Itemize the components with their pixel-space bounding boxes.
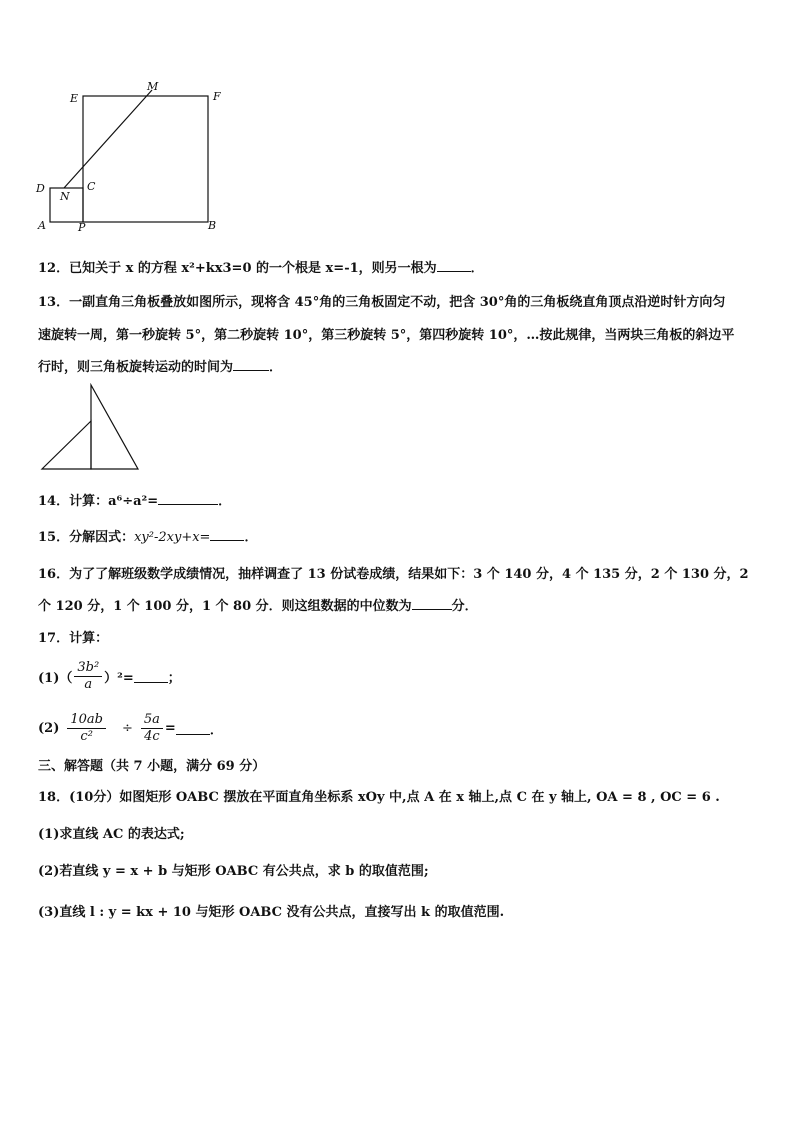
label-a: A xyxy=(38,219,46,232)
label-p: P xyxy=(78,221,86,234)
answer-blank-12[interactable] xyxy=(437,259,471,272)
question-14-text: 14．计算：a⁶÷a²= xyxy=(38,494,159,509)
label-e: E xyxy=(70,92,79,105)
section-heading-3: 三、解答题（共 7 小题，满分 69 分） xyxy=(38,759,266,774)
question-14 xyxy=(38,490,231,509)
fraction-denominator: a xyxy=(84,677,93,692)
part1-end: ； xyxy=(167,671,181,686)
part1-power: ）²= xyxy=(104,671,134,686)
triangle-45deg xyxy=(42,421,91,469)
label-m: M xyxy=(147,80,159,93)
triangle-set-figure xyxy=(38,383,146,475)
question-12-text: 12．已知关于 x 的方程 x²+kx3=0 的一个根是 x=-1，则另一根为 xyxy=(38,261,437,276)
question-17-part2 xyxy=(38,712,223,745)
fraction-numerator: 10ab xyxy=(67,712,106,729)
question-13-line3-text: 行时，则三角板旋转运动的时间为 xyxy=(38,360,234,375)
fraction-3b2-over-a xyxy=(74,660,102,693)
question-14-end: ． xyxy=(218,494,232,509)
rect-pbfe xyxy=(83,96,208,222)
question-13-line2: 速旋转一周，第一秒旋转 5°，第二秒旋转 10°，第三秒旋转 5°，第四秒旋转 10°，…按此规律，当两块三角板的斜边平 xyxy=(38,328,735,343)
question-18-part2: (2)若直线 y = x + b 与矩形 OABC 有公共点，求 b 的取值范围; xyxy=(38,864,429,879)
question-17-part1 xyxy=(38,660,181,693)
answer-blank-16[interactable] xyxy=(412,597,452,610)
question-17-title: 17．计算： xyxy=(38,631,109,646)
fraction-10ab-over-c2 xyxy=(67,712,106,745)
question-15-expression: xy²-2xy+x= xyxy=(134,530,211,545)
question-13-end: ． xyxy=(269,360,283,375)
label-d: D xyxy=(36,182,45,195)
answer-blank-13[interactable] xyxy=(233,358,269,371)
fraction-numerator: 5a xyxy=(141,712,163,729)
label-b: B xyxy=(208,219,217,232)
part2-end: ． xyxy=(209,723,223,738)
equals-sign: = xyxy=(164,721,176,736)
answer-blank-14[interactable] xyxy=(158,492,218,505)
question-16-line2 xyxy=(38,595,478,614)
fraction-denominator: 4c xyxy=(144,729,160,744)
question-12-end: ． xyxy=(470,261,484,276)
question-12 xyxy=(38,257,484,276)
fraction-numerator: 3b² xyxy=(74,660,102,677)
question-16-line2-text: 个 120 分，1 个 100 分，1 个 80 分．则这组数据的中位数为 xyxy=(38,599,412,614)
label-f: F xyxy=(213,90,221,103)
question-18-line1: 18．(10分）如图矩形 OABC 摆放在平面直角坐标系 xOy 中,点 A 在 x 轴上,点 C 在 y 轴上, OA = 8 , OC = 6 . xyxy=(38,790,720,805)
part1-label: (1)（ xyxy=(38,671,73,686)
label-n: N xyxy=(60,190,70,203)
fraction-denominator: c² xyxy=(80,729,93,744)
question-13-line3 xyxy=(38,356,282,375)
geometry-figure-rectangles xyxy=(30,78,240,238)
answer-blank-17-1[interactable] xyxy=(134,670,168,683)
question-16-line1: 16．为了了解班级数学成绩情况，抽样调查了 13 份试卷成绩，结果如下：3 个 140 分，4 个 135 分，2 个 130 分，2 xyxy=(38,567,749,582)
part2-label: (2) xyxy=(38,721,60,736)
triangle-30deg xyxy=(91,385,138,469)
question-13-line1: 13．一副直角三角板叠放如图所示，现将含 45°角的三角板固定不动，把含 30°角的三角板绕直角顶点沿逆时针方向匀 xyxy=(38,295,726,310)
divide-operator: ÷ xyxy=(121,721,133,736)
question-18-part3: (3)直线 l : y = kx + 10 与矩形 OABC 没有公共点，直接写出 k 的取值范围. xyxy=(38,905,505,920)
question-15 xyxy=(38,526,257,545)
fraction-5a-over-4c xyxy=(141,712,163,745)
answer-blank-15[interactable] xyxy=(210,528,244,541)
question-15-end: ． xyxy=(244,530,258,545)
question-16-end: 分． xyxy=(451,599,478,614)
answer-blank-17-2[interactable] xyxy=(176,722,210,735)
question-18-part1: (1)求直线 AC 的表达式; xyxy=(38,827,185,842)
label-c: C xyxy=(87,180,96,193)
question-15-prefix: 15．分解因式： xyxy=(38,530,135,545)
